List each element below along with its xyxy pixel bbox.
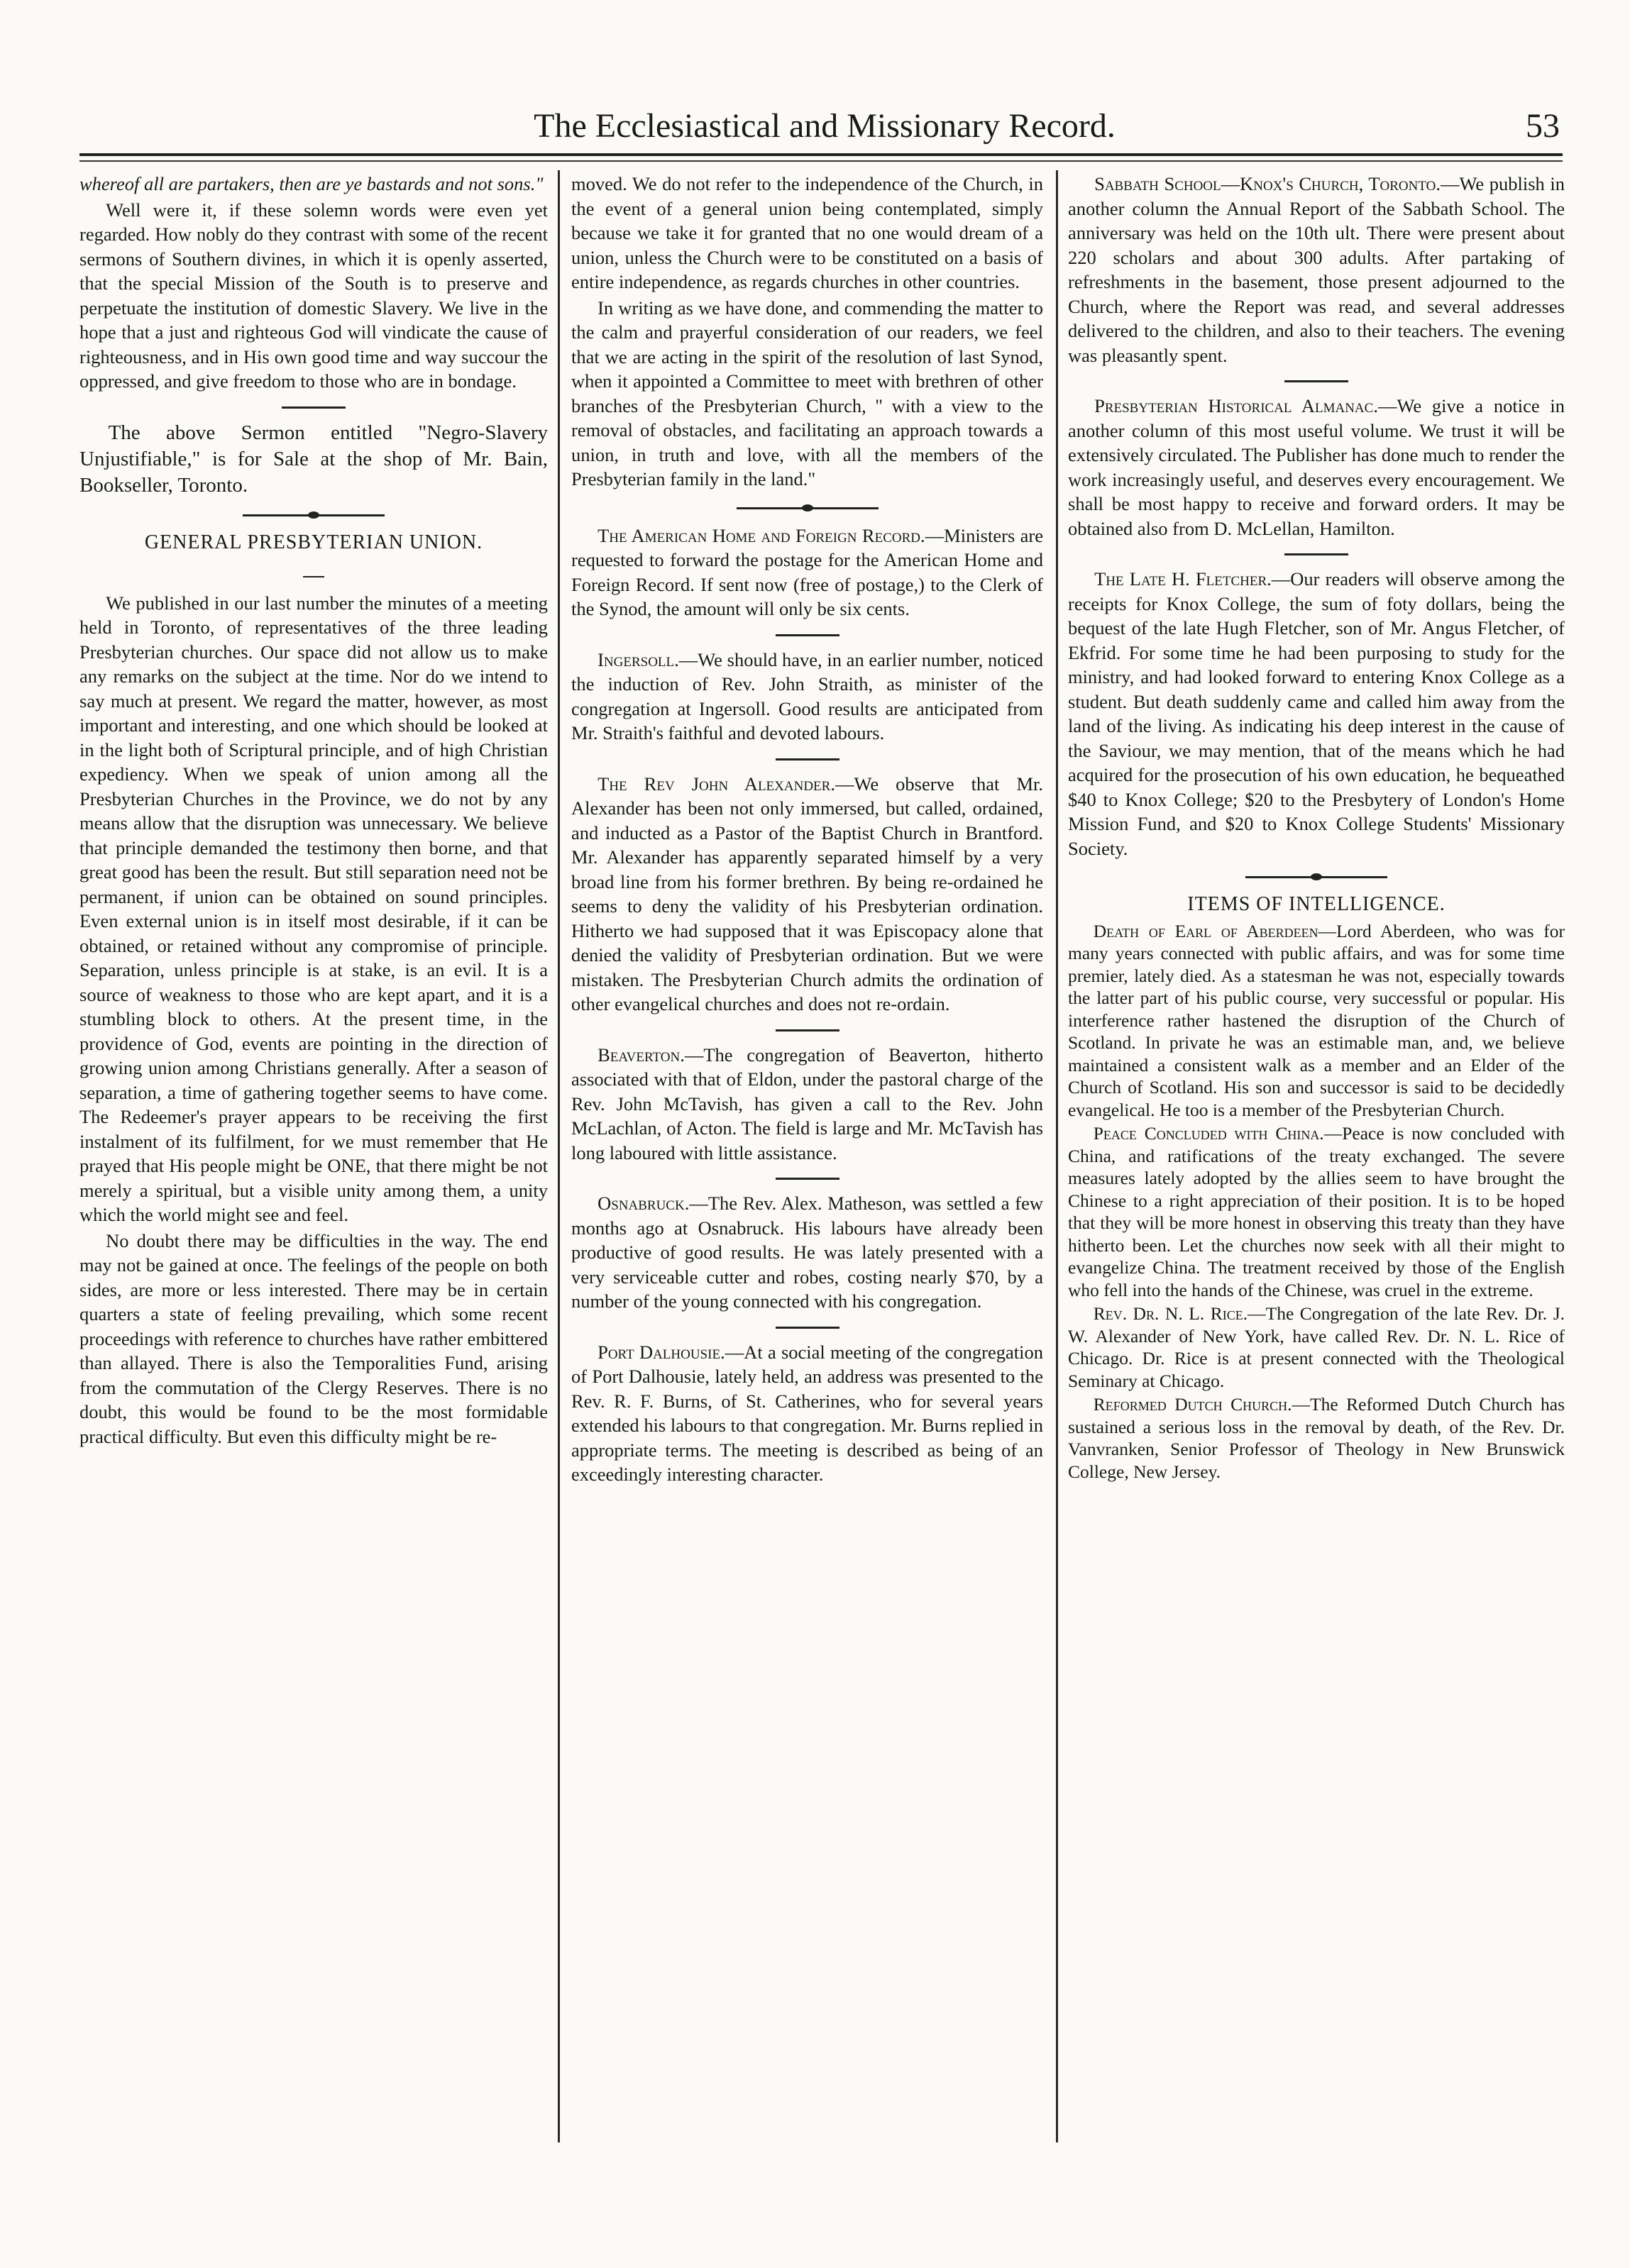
header-rule (79, 153, 1563, 156)
notice-body: —We observe that Mr. Alexander has been not only immersed, but called, ordained, and inducted as a Pastor of the Baptist Church in Brantford. Mr. Alexander has apparently separated himself by a very broad line from his former brethren. By being re-ordained he seems to deny the validity of his Presbyterian ordination. Hitherto we had supposed that it was Episcopacy alone that denied the validity of Presbyterian ordination. But we were mistaken. The Presbyterian Church admits the ordination of other evangelical churches and does not re-ordain. (571, 773, 1043, 1014)
notice (1068, 172, 1565, 367)
separator (776, 634, 839, 636)
section-heading: GENERAL PRESBYTERIAN UNION. (144, 531, 483, 553)
section-heading: ITEMS OF INTELLIGENCE. (1187, 893, 1445, 915)
separator (776, 1178, 839, 1180)
column-2 (571, 172, 1043, 2183)
paragraph: Well were it, if these solemn words were even yet regarded. How nobly do they contrast with some of the recent sermons of Southern divines, in which it is openly asserted, that the special Mission of the South is to preserve and perpetuate the institution of domestic Slavery. We live in the hope that a just and righteous God will vindicate the cause of righteousness, and in His own good time and way succour the oppressed, and give freedom to those who are in bondage. (79, 199, 548, 392)
notice-body: —Our readers will observe among the receipts for Knox College, the sum of foty dollars, being the bequest of the late Hugh Fletcher, son of Mr. Angus Fletcher, of Ekfrid. For some time he had been purposing to study for the ministry, and had looked forward to entering Knox College as a student. But death suddenly came and called him away from the land of the living. As indicating his deep interest in the cause of the Saviour, we may mention, that of the means which he had acquired for the prosecution of his own education, he bequeathed $40 to Knox College; $20 to the Presbytery of London's Home Mission Fund, and $20 to Knox College Students' Missionary Society. (1068, 568, 1565, 859)
news-item (1068, 1393, 1565, 1483)
notice (1068, 394, 1565, 541)
intelligence-items (1068, 920, 1565, 1483)
notice (571, 1191, 1043, 1314)
notice-body: —The Rev. Alex. Matheson, was settled a few months ago at Osnabruck. His labours have already been productive of good results. He was lately presented with a very serviceable cutter and robes, costing nearly $70, by a number of the young connected with his congregation. (571, 1193, 1043, 1312)
item-body: —The Congregation of the late Rev. Dr. J. W. Alexander of New York, have called Rev. Dr. N. L. Rice of Chicago. Dr. Rice is at present connected with the Theological Seminary at Chicago. (1068, 1303, 1565, 1391)
page-number: 53 (1526, 107, 1560, 145)
notice-heading: Sabbath School—Knox's Church, Toronto. (1094, 173, 1441, 194)
notice-body: —We publish in another column the Annual Report of the Sabbath School. The anniversary was held on the 10th ult. There were present about 220 scholars and about 300 adults. After partaking of refreshments in the basement, those present adjourned to the Church, where the Report was read, and several addresses delivered to the children, and also to their teachers. The evening was pleasantly spent. (1068, 173, 1565, 366)
column-3 (1068, 172, 1565, 2183)
item-heading: Rev. Dr. N. L. Rice. (1093, 1303, 1248, 1324)
item-heading: Reformed Dutch Church. (1093, 1394, 1292, 1415)
news-item (1068, 920, 1565, 1122)
paragraph: No doubt there may be difficulties in the way. The end may not be gained at once. The feelings of the people on both sides, are more or less interested. There may be in certain quarters a state of feeling prevailing, which some recent proceedings with reference to churches have rather embittered than allayed. There is also the Temporalities Fund, arising from the commutation of the Clergy Reserves. There is no doubt, this would be found to be the most formidable practical difficulty. But even this difficulty might be re- (79, 1229, 548, 1447)
notice-body: —Ministers are requested to forward the postage for the American Home and Foreign Record. If sent now (free of postage,) to the Clerk of the Synod, the amount will only be six cents. (571, 524, 1043, 619)
separator (1284, 380, 1348, 382)
notice-heading: Port Dalhousie. (598, 1341, 725, 1363)
notice-body: —We should have, in an earlier number, noticed the induction of Rev. John Straith, as minister of the congregation at Ingersoll. Good results are anticipated from Mr. Straith's faithful and devoted labours. (571, 648, 1043, 743)
column-1 (79, 172, 548, 2183)
item-body: —The Reformed Dutch Church has sustained a serious loss in the removal by death, of the Rev. Dr. Vanvranken, Senior Professor of Theology in New Brunswick College, New Jersey. (1068, 1394, 1565, 1482)
paragraph: We published in our last number the minutes of a meeting held in Toronto, of representatives of the three leading Presbyterian churches. Our space did not allow us to make any remarks on the subject at the time. Nor do we intend to say much at present. We regard the matter, however, as most important and interesting, and one which should be looked at in the light both of Scriptural principle, and of high Christian expediency. When we speak of union among all the Presbyterian Churches in the Province, we do not by any means allow that the disruption was unnecessary. We believe that principle demanded the testimony then borne, and that great good has been the result. But still separation need not be permanent, if union can be obtained on sound principles. Even external union is in itself most desirable, if it can be obtained, or retained without any compromise of principle. Separation, unless principle is at stake, is an evil. It is a source of weakness to those who are kept apart, and it is a stumbling block to others. At the present time, in the providence of God, events are pointing in the direction of growing union among Christians generally. After a season of separation, a time of gathering together seems to have come. The Redeemer's prayer appears to be receiving the first instalment of its fulfilment, for we must remember that He prayed that His people might be ONE, that there might be not merely a spiritual, but a visible unity among them, a unity which the world might see and feel. (79, 592, 548, 1225)
news-item (1068, 1302, 1565, 1392)
separator (282, 406, 346, 409)
notice-heading: Ingersoll. (598, 648, 679, 670)
notice-heading: Presbyterian Historical Almanac. (1094, 395, 1378, 416)
header-rule-thin (79, 160, 1563, 162)
paragraph: moved. We do not refer to the independence of the Church, in the event of a general union being contemplated, simply because we take it for granted that no one would dream of a union, unless the Church were to be constituted on a basis of entire independence, as regards churches in other countries. (571, 173, 1043, 292)
ornamental-separator (243, 514, 385, 516)
notice-body: —The congregation of Beaverton, hitherto associated with that of Eldon, under the pastoral charge of the Rev. John McTavish, has given a call to the Rev. John McLachlan, of Acton. The field is large and Mr. McTavish has long laboured with little assistance. (571, 1044, 1043, 1163)
paragraph: The above Sermon entitled "Negro-Slavery Unjustifiable," is for Sale at the shop of Mr. Bain, Bookseller, Toronto. (79, 421, 548, 497)
separator (776, 758, 839, 760)
notice (571, 1340, 1043, 1487)
notice-heading: The Late H. Fletcher. (1094, 568, 1272, 590)
separator (1284, 553, 1348, 555)
separator (79, 559, 548, 584)
paragraph: whereof all are partakers, then are ye bastards and not sons." (79, 173, 544, 194)
separator (776, 1327, 839, 1329)
notice (571, 772, 1043, 1017)
notice (571, 648, 1043, 746)
news-item (1068, 1122, 1565, 1301)
masthead (79, 106, 1570, 152)
notice-body: —We give a notice in another column of this most useful volume. We trust it will be extensively circulated. The Publisher has done much to render the work increasingly useful, and deserves every encouragement. We shall be most happy to receive and forward orders. It may be obtained also from D. McLellan, Hamilton. (1068, 395, 1565, 539)
paragraph: In writing as we have done, and commending the matter to the calm and prayerful consideration of our readers, we feel that we are acting in the spirit of the resolution of last Synod, when it appointed a Committee to meet with brethren of other branches of the Presbyterian Church, " with a view to the removal of obstacles, and facilitating an approach towards a union, in truth and love, with all the members of the Presbyterian family in the land." (571, 297, 1043, 489)
item-body: —Lord Aberdeen, who was for many years connected with public affairs, and was for some time premier, lately died. As a statesman he was not, especially towards the latter part of his public course, very successful or popular. His interference rather hastened the disruption of the Church of Scotland. In private he was an estimable man, and, we believe maintained a consistent walk as a member and an Elder of the Church of Scotland. His son and successor is said to be decidedly evangelical. He too is a member of the Presbyterian Church. (1068, 920, 1565, 1120)
notice-heading: Beaverton. (598, 1044, 685, 1066)
ornamental-separator (737, 507, 879, 509)
notice (571, 1043, 1043, 1166)
journal-title: The Ecclesiastical and Missionary Record. (534, 107, 1116, 145)
separator (776, 1029, 839, 1031)
item-heading: Peace Concluded with China. (1093, 1123, 1324, 1144)
notice-heading: The American Home and Foreign Record. (598, 524, 925, 546)
notice (1068, 567, 1565, 861)
column-divider (1056, 170, 1058, 2142)
notice (571, 524, 1043, 621)
column-divider (558, 170, 560, 2142)
ornamental-separator (1245, 876, 1387, 878)
item-body: —Peace is now concluded with China, and ratifications of the treaty exchanged. The severe measures lately adopted by the allies seem to have brought the Chinese to a right appreciation of their position. It is to be hoped that they will be more honest in observing this treaty than they have hitherto been. Let the churches now seek with all their might to evangelize China. The treatment received by those of the English who fell into the hands of the Chinese, was cruel in the extreme. (1068, 1123, 1565, 1300)
notice-body: —At a social meeting of the congregation of Port Dalhousie, lately held, an address was presented to the Rev. R. F. Burns, of St. Catherines, who for several years extended his labours to that congregation. Mr. Burns replied in appropriate terms. The meeting is described as being of an exceedingly interesting character. (571, 1341, 1043, 1485)
notice-heading: The Rev John Alexander. (598, 773, 835, 795)
item-heading: Death of Earl of Aberdeen (1093, 920, 1318, 941)
notice-heading: Osnabruck. (598, 1193, 690, 1214)
